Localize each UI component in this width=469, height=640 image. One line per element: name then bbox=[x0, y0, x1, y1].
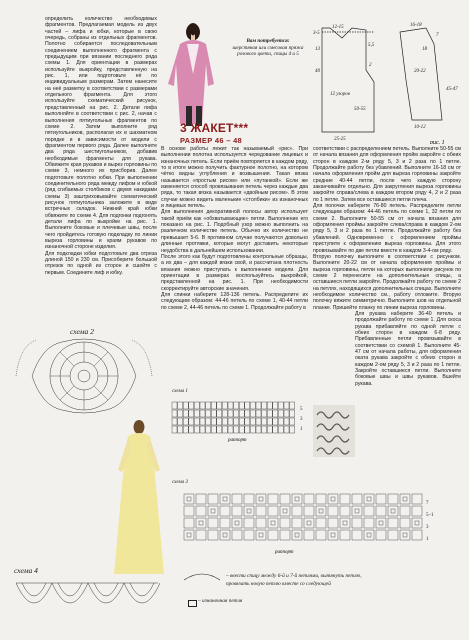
scheme3-purl-mark bbox=[391, 509, 395, 513]
scheme1-cell bbox=[217, 418, 222, 425]
scheme3-purl-mark bbox=[367, 533, 371, 537]
scheme1-cell bbox=[194, 402, 199, 409]
scheme1-cell bbox=[228, 418, 233, 425]
scheme1-cell bbox=[267, 418, 272, 425]
scheme3-cell bbox=[268, 518, 278, 528]
scheme3-cell bbox=[364, 494, 374, 504]
scheme3-purl-mark bbox=[295, 533, 299, 537]
scheme3-cell bbox=[268, 494, 278, 504]
scheme1-cell bbox=[278, 402, 283, 409]
scheme3-cell bbox=[244, 494, 254, 504]
scheme3-cell bbox=[292, 494, 302, 504]
scheme1-cell bbox=[228, 410, 233, 417]
col1-paragraph-1: определить количество необходимых фрагментов. Предлагаемая модель из двух частей – лифа и юбки, которые в свою очередь, собраны из отдельных фрагментов. Полотно собирается последовательным соединением выполненного фрагмента с предыдущим при вязании последнего ряда схемы 1. Для ориентации в размерах используйте выкройку, представленную на рис. 1, или подготовьте её по индивидуальным размерам. Затем нанесите на неё разметку в соответствии с размерами отдельного фрагмента. Для этого используйте схематический рисунок, представленный на рис. 2. Детали лифа выполняйте в соответствии с рис. 2, начав с выполнения пятиугольных фрагментов по схеме 2. Затем выполните ряд пятиугольников, располагая их в шахматном порядке и в зависимости от модели с фрагментом первого ряда. Далее выполните два ряда шестиугольников, добавив необходимые фрагменты для рукава. Обвяжите края рукавов и вырез горловины по схеме 3, немного их присборив. Далее подготовьте полотно юбки. При выполнении соединительного ряда между лифом и юбкой (ряд сгибаемых столбиков с двумя накидами схемы 3) заштриховывайте схематический рисунок пятиугольника заложите в виде встречных складок. Нижний край юбки обвяжите по схеме 4. Для подгонки подгонять детали лифа по выкройке на рис. 1. Выполните боковые и плечевые швы, после чего пройдитесь готовую подкладку по линии выреза горловины и краям рукавов по изнаночной стороне изделия. bbox=[45, 16, 157, 251]
scheme3-cell bbox=[388, 530, 398, 540]
scheme3-cell bbox=[340, 518, 350, 528]
scheme3-cell bbox=[280, 530, 290, 540]
front-dim-7: 50-55 bbox=[354, 107, 366, 112]
scheme1-cell bbox=[211, 426, 216, 433]
scheme3-cell bbox=[292, 506, 302, 516]
scheme1-label: схема 1 bbox=[172, 389, 188, 394]
scheme1-cell bbox=[290, 402, 295, 409]
scheme1-cell bbox=[250, 402, 255, 409]
scheme3-cell bbox=[196, 530, 206, 540]
col2-paragraph-1: В основе работы лежит так называемый «рис». При выполнении полотна используется чередование лицевых и изнаночных петель. Если приём повторяется в каждом ряду, то в итоге можно получить фактурное полотно, на котором чётко видны углубления и возвышения. Такая вязка называется «простым рисом» или «путанкой». Если же изменяется способ провязывания петель через каждые два ряда, то такая вязка называется «двойным рисом». В этом случае можно видеть маленькие «столбики» из изнаночных и лицевых петель. bbox=[161, 146, 308, 210]
dress-model-photo bbox=[108, 418, 168, 588]
scheme3-purl-mark bbox=[223, 497, 227, 501]
scheme3-cell bbox=[208, 506, 218, 516]
yarn-title: Вам потребуется: bbox=[246, 38, 290, 44]
scheme3-purl-mark bbox=[295, 497, 299, 501]
scheme1-cell bbox=[211, 402, 216, 409]
scheme1-cell bbox=[262, 402, 267, 409]
scheme1-cell bbox=[262, 426, 267, 433]
fig1-label: рис. 1 bbox=[430, 140, 445, 144]
scheme1-cell bbox=[262, 418, 267, 425]
scheme3-cell bbox=[364, 506, 374, 516]
scheme1-cell bbox=[273, 418, 278, 425]
scheme3-cell bbox=[292, 530, 302, 540]
scheme3-cell bbox=[232, 530, 242, 540]
scheme4-diagram bbox=[12, 575, 162, 627]
jacket-heading bbox=[180, 122, 300, 134]
scheme1-cell bbox=[222, 410, 227, 417]
scheme1-cell bbox=[250, 418, 255, 425]
sleeve-dim-1: 16-18 bbox=[410, 23, 422, 28]
scheme1-cell bbox=[217, 410, 222, 417]
scheme3-cell bbox=[244, 506, 254, 516]
scheme1-cell bbox=[200, 418, 205, 425]
scheme3-cell bbox=[400, 506, 410, 516]
scheme3-purl-mark bbox=[403, 533, 407, 537]
scheme3-cell bbox=[184, 494, 194, 504]
scheme3-purl-mark bbox=[367, 497, 371, 501]
front-dim-2: 12-15 bbox=[332, 25, 344, 30]
scheme3-purl-mark bbox=[211, 509, 215, 513]
scheme3-cell bbox=[304, 506, 314, 516]
scheme3-cell bbox=[412, 506, 422, 516]
scheme1-cell bbox=[284, 426, 289, 433]
scheme3-cell bbox=[292, 518, 302, 528]
scheme3-cell bbox=[412, 518, 422, 528]
sleeve-dim-2: 7 bbox=[436, 33, 439, 38]
scheme1-cell bbox=[290, 418, 295, 425]
scheme1-cell bbox=[183, 402, 188, 409]
scheme3-purl-mark bbox=[187, 497, 191, 501]
scheme1-cell bbox=[217, 402, 222, 409]
scheme3-cell bbox=[388, 506, 398, 516]
column-1-text bbox=[45, 16, 157, 276]
scheme1-cell bbox=[290, 426, 295, 433]
scheme3-cell bbox=[220, 506, 230, 516]
scheme1-cell bbox=[245, 418, 250, 425]
scheme1-cell bbox=[189, 418, 194, 425]
scheme3-row-5-1: 5–1 bbox=[426, 513, 434, 518]
legend-symbol-1 bbox=[182, 570, 222, 582]
scheme1-cell bbox=[222, 426, 227, 433]
scheme3-cell bbox=[400, 530, 410, 540]
scheme3-cell bbox=[388, 518, 398, 528]
scheme3-cell bbox=[220, 494, 230, 504]
scheme1-cell bbox=[267, 402, 272, 409]
scheme3-cell bbox=[184, 506, 194, 516]
col1-paragraph-2: Для подкладки юбки подготовьте два отреза длиной 150 и 230 см. Присоберите большой отрезок по одной из сторон и сшейте с первым. Соедините лиф и юбку. bbox=[45, 250, 157, 276]
scheme3-cell bbox=[316, 530, 326, 540]
scheme1-cell bbox=[245, 402, 250, 409]
scheme3-purl-mark bbox=[187, 533, 191, 537]
scheme1-cell bbox=[189, 426, 194, 433]
scheme3-cell bbox=[256, 506, 266, 516]
scheme3-cell bbox=[244, 518, 254, 528]
scheme3-purl-mark bbox=[331, 497, 335, 501]
sleeve-dim-4: 20-22 bbox=[414, 69, 426, 74]
scheme1-cell bbox=[234, 426, 239, 433]
scheme3-cell bbox=[328, 506, 338, 516]
scheme3-cell bbox=[400, 518, 410, 528]
scheme3-cell bbox=[376, 530, 386, 540]
scheme3-cell bbox=[376, 506, 386, 516]
scheme3-label: схема 3 bbox=[172, 480, 188, 485]
front-dim-4: 13 bbox=[315, 47, 320, 52]
scheme1-cell bbox=[194, 426, 199, 433]
jacket-title: ЖАКЕТ*** bbox=[190, 121, 249, 135]
scheme3-cell bbox=[340, 530, 350, 540]
scheme1-cell bbox=[284, 410, 289, 417]
scheme3-cell bbox=[208, 530, 218, 540]
scheme3-cell bbox=[328, 530, 338, 540]
scheme3-cell bbox=[232, 494, 242, 504]
scheme3-cell bbox=[400, 494, 410, 504]
yarn-text: шерстяная или смесовая пряжа розового цвета, спицы 4 и 5 bbox=[232, 44, 304, 57]
scheme3-cell bbox=[256, 530, 266, 540]
scheme3-cell bbox=[316, 518, 326, 528]
scheme1-cell bbox=[172, 426, 177, 433]
scheme3-cell bbox=[196, 518, 206, 528]
scheme1-row-3: 3 bbox=[300, 417, 303, 422]
scheme1-cell bbox=[178, 418, 183, 425]
scheme2-diagram bbox=[12, 336, 157, 414]
front-dim-9: 25-25 bbox=[334, 137, 346, 142]
scheme3-purl-mark bbox=[259, 533, 263, 537]
scheme1-cell bbox=[178, 426, 183, 433]
front-dim-6: 2 bbox=[369, 63, 372, 68]
col3-paragraph-3: Вторую полочку выполните в соответствии с рисунком. Выполните 20-22 см от начала оформления проймы и выреза горловины, петли на которых выполнили рисунок по схеме 2 перенесите на дополнительные спицы, а оставшиеся петли закройте. Продолжайте работу по схеме 2 на петлях, находящихся дополнительных спицах. Выполните необходимое количество см., работу отложите. Вторую полочку вяжите симметрично. Выполните шов на отдельной планке. Пришейте планку по линии выреза горловины. bbox=[313, 253, 461, 311]
scheme3-purl-mark bbox=[271, 521, 275, 525]
scheme3-purl-mark bbox=[307, 521, 311, 525]
scheme3-cell bbox=[340, 494, 350, 504]
scheme1-cell bbox=[273, 410, 278, 417]
scheme3-purl-mark bbox=[343, 521, 347, 525]
scheme1-cell bbox=[228, 426, 233, 433]
sleeve-dim-3: 18 bbox=[422, 47, 427, 52]
scheme3-cell bbox=[220, 530, 230, 540]
scheme3-cell bbox=[244, 530, 254, 540]
scheme1-cell bbox=[217, 426, 222, 433]
col2-paragraph-4: Для спинки наберите 128-136 петель. Распределите их следующим образом: 44-46 петель по схеме 1, 40-44 петли по схеме 2, 44-46 петель по схеме 1. Продолжайте работу в bbox=[161, 291, 308, 311]
scheme1-cell bbox=[183, 410, 188, 417]
scheme1-cell bbox=[189, 410, 194, 417]
scheme3-purl-mark bbox=[223, 533, 227, 537]
scheme3-purl-mark bbox=[199, 521, 203, 525]
scheme3-cell bbox=[328, 494, 338, 504]
scheme1-row-5: 5 bbox=[300, 407, 303, 412]
scheme1-cell bbox=[211, 410, 216, 417]
scheme3-cell bbox=[316, 494, 326, 504]
scheme3-cell bbox=[268, 530, 278, 540]
scheme1-cell bbox=[273, 402, 278, 409]
scheme3-cell bbox=[364, 518, 374, 528]
scheme1-cell bbox=[278, 410, 283, 417]
front-dim-8: 12 узоров bbox=[330, 92, 350, 97]
scheme3-cell bbox=[256, 494, 266, 504]
scheme1-cell bbox=[234, 402, 239, 409]
scheme1-cell bbox=[172, 418, 177, 425]
scheme1-cell bbox=[250, 426, 255, 433]
scheme1-rapport: раппорт bbox=[228, 438, 247, 442]
scheme1-cell bbox=[189, 402, 194, 409]
col2-paragraph-3: После этого как будут подготовлены контрольные образцы, а их два – для каждой вязки свой, и рассчитана плотность вязания можно приступать к выполнению модели. Для ориентации в размерах воспользуйтесь выкройкой, представленной на рис. 1. При необходимости скорректируйте авторские значения. bbox=[161, 253, 308, 292]
scheme1-cell bbox=[194, 418, 199, 425]
scheme3-row-7: 7 bbox=[426, 501, 429, 506]
scheme3-rapport: раппорт bbox=[275, 550, 294, 555]
legend-line-3: – изнаночная петля bbox=[198, 598, 243, 604]
scheme3-cell bbox=[280, 506, 290, 516]
sleeve-dim-6: 45-47 bbox=[446, 87, 458, 92]
front-dim-3: 40 bbox=[315, 69, 320, 74]
scheme1-cell bbox=[206, 410, 211, 417]
jacket-model-photo bbox=[158, 20, 228, 130]
scheme3-cell bbox=[352, 506, 362, 516]
stitch-sample-illustration bbox=[313, 405, 355, 457]
scheme1-cell bbox=[239, 402, 244, 409]
scheme1-cell bbox=[200, 402, 205, 409]
scheme1-cell bbox=[172, 402, 177, 409]
yarn-info bbox=[228, 38, 308, 58]
scheme3-cell bbox=[352, 530, 362, 540]
col3-paragraph-1: соответствии с распределением петель. Выполните 50-55 см от начала вязания для оформления пройм закройте с обеих сторон в каждом 2-м ряду 5, 3 и 2 раза по 1 петле. Продолжайте работу без убавлений. Выполните 16-18 см от начала оформления пройм для выреза горловины закройте средние 40-44 петли, после чего каждую сторону заканчивайте отдельно. Для закругления выреза горловины закройте справа/слева в каждом втором ряду 4, 2 и 2 раза по 1 петле. Затем все оставшиеся петли плеча. bbox=[313, 146, 461, 203]
scheme1-cell bbox=[200, 410, 205, 417]
scheme3-chart bbox=[180, 486, 469, 556]
scheme3-row-1: 1 bbox=[426, 537, 429, 542]
scheme1-cell bbox=[278, 418, 283, 425]
scheme1-cell bbox=[200, 426, 205, 433]
scheme1-cell bbox=[239, 410, 244, 417]
scheme3-cell bbox=[184, 518, 194, 528]
scheme1-cell bbox=[245, 426, 250, 433]
scheme3-cell bbox=[340, 506, 350, 516]
column-3-text bbox=[313, 146, 461, 387]
scheme1-cell bbox=[284, 418, 289, 425]
scheme3-cell bbox=[412, 494, 422, 504]
scheme1-cell bbox=[234, 410, 239, 417]
col3-paragraph-4: Для рукава наберите 36-40 петель и продолжайте работу по схеме 1. Для скоса рукава прибавляйте по одной петле с обеих сторон в каждом 6-8 ряду. Прибавленные петли провязывайте в соответствии со схемой 1. Выполните 45-47 см от начала работы, для оформления оката рукава закройте с обеих сторон в каждом 2-ом ряду 5, 3 и 2 раза по 1 петле. Закройте оставшиеся петли. Выполните боковые швы и швы рукавов. Вшейте рукава. bbox=[355, 310, 461, 387]
scheme3-cell bbox=[328, 518, 338, 528]
scheme3-purl-mark bbox=[379, 521, 383, 525]
scheme3-cell bbox=[388, 494, 398, 504]
scheme3-cell bbox=[304, 518, 314, 528]
scheme1-cell bbox=[267, 426, 272, 433]
scheme3-cell bbox=[376, 494, 386, 504]
scheme3-cell bbox=[268, 506, 278, 516]
col2-paragraph-2: Для выполнения декоративной полосы автор использует такой приём как «обхватывающие» петли. Выполнение его показано на рис. 1. Подобный узор можно выполнить на различном количестве петель. Обычно их количество не превышает 5-6. В противном случае получаются довольно длинные протяжки, которые могут доставить некоторые неудобства в дальнейшем использовании. bbox=[161, 209, 308, 254]
scheme1-cell bbox=[234, 418, 239, 425]
scheme3-purl-mark bbox=[355, 509, 359, 513]
scheme3-cell bbox=[208, 494, 218, 504]
scheme4-label: схема 4 bbox=[14, 566, 38, 575]
scheme2-label: схема 2 bbox=[70, 327, 94, 336]
scheme1-cell bbox=[256, 410, 261, 417]
scheme3-cell bbox=[352, 518, 362, 528]
scheme1-cell bbox=[206, 418, 211, 425]
scheme3-purl-mark bbox=[283, 509, 287, 513]
scheme3-cell bbox=[220, 518, 230, 528]
scheme1-cell bbox=[262, 410, 267, 417]
scheme3-cell bbox=[364, 530, 374, 540]
scheme3-purl-mark bbox=[415, 521, 419, 525]
scheme1-cell bbox=[183, 418, 188, 425]
scheme1-cell bbox=[239, 426, 244, 433]
scheme3-purl-mark bbox=[235, 521, 239, 525]
front-dim-1: 3-5 bbox=[313, 31, 320, 36]
scheme3-cell bbox=[280, 518, 290, 528]
scheme1-cell bbox=[222, 402, 227, 409]
scheme1-cell bbox=[290, 410, 295, 417]
scheme1-chart bbox=[168, 396, 308, 442]
scheme3-purl-mark bbox=[319, 509, 323, 513]
scheme1-cell bbox=[256, 402, 261, 409]
scheme1-cell bbox=[178, 410, 183, 417]
scheme3-cell bbox=[256, 518, 266, 528]
scheme1-cell bbox=[284, 402, 289, 409]
scheme3-cell bbox=[316, 506, 326, 516]
scheme1-cell bbox=[273, 426, 278, 433]
scheme1-cell bbox=[183, 426, 188, 433]
scheme1-cell bbox=[267, 410, 272, 417]
scheme1-cell bbox=[211, 418, 216, 425]
jacket-size: РАЗМЕР 46 – 48 bbox=[180, 136, 243, 145]
scheme1-cell bbox=[206, 402, 211, 409]
jacket-number: 3 bbox=[180, 121, 187, 135]
pattern-diagram bbox=[310, 20, 460, 144]
front-dim-5: 5,5 bbox=[368, 43, 375, 48]
legend-symbol-purl bbox=[188, 600, 197, 607]
scheme3-purl-mark bbox=[403, 497, 407, 501]
scheme3-cell bbox=[304, 530, 314, 540]
sleeve-dim-5: 10-12 bbox=[414, 125, 426, 130]
scheme3-cell bbox=[232, 506, 242, 516]
scheme3-cell bbox=[184, 530, 194, 540]
scheme3-cell bbox=[232, 518, 242, 528]
scheme3-row-3: 3 bbox=[426, 525, 429, 530]
scheme1-cell bbox=[256, 418, 261, 425]
scheme1-cell bbox=[256, 426, 261, 433]
scheme3-cell bbox=[412, 530, 422, 540]
column-2-text bbox=[161, 146, 308, 311]
legend-line-2: провязать новую петлю вместе со следующей bbox=[226, 581, 331, 587]
scheme1-cell bbox=[239, 418, 244, 425]
scheme3-cell bbox=[280, 494, 290, 504]
scheme3-cell bbox=[376, 518, 386, 528]
scheme1-row-1: 1 bbox=[300, 427, 303, 432]
scheme3-cell bbox=[304, 494, 314, 504]
scheme1-cell bbox=[222, 418, 227, 425]
scheme1-cell bbox=[250, 410, 255, 417]
scheme1-cell bbox=[194, 410, 199, 417]
scheme3-purl-mark bbox=[331, 533, 335, 537]
scheme3-cell bbox=[352, 494, 362, 504]
scheme3-cell bbox=[208, 518, 218, 528]
scheme3-purl-mark bbox=[247, 509, 251, 513]
scheme1-cell bbox=[278, 426, 283, 433]
scheme1-cell bbox=[178, 402, 183, 409]
legend-line-1: – ввести спицу между 6-й и 7-й петлями, вытянуть петлю, bbox=[226, 573, 362, 579]
col3-paragraph-2: Для полочки наберите 76-80 петель. Распределите петли следующим образом: 44-46 петель по схеме 1, 32 петли по схеме 2. Выполните 50-55 см от начала вязания для оформления проймы закройте слева/справа в каждом 2-ом ряду 5, 3 и 2 раза по 1 петле. Продолжайте работу без убавлений. Одновременно с оформлением проймы приступите к оформлению выреза горловины. Для этого провязывайте по две петли вместе в каждом 3-4-ом ряду. bbox=[313, 203, 461, 254]
legend-text bbox=[226, 572, 466, 588]
scheme1-cell bbox=[245, 410, 250, 417]
scheme3-purl-mark bbox=[259, 497, 263, 501]
scheme1-cell bbox=[206, 426, 211, 433]
scheme3-cell bbox=[196, 506, 206, 516]
scheme3-cell bbox=[196, 494, 206, 504]
scheme1-cell bbox=[172, 410, 177, 417]
scheme1-cell bbox=[228, 402, 233, 409]
